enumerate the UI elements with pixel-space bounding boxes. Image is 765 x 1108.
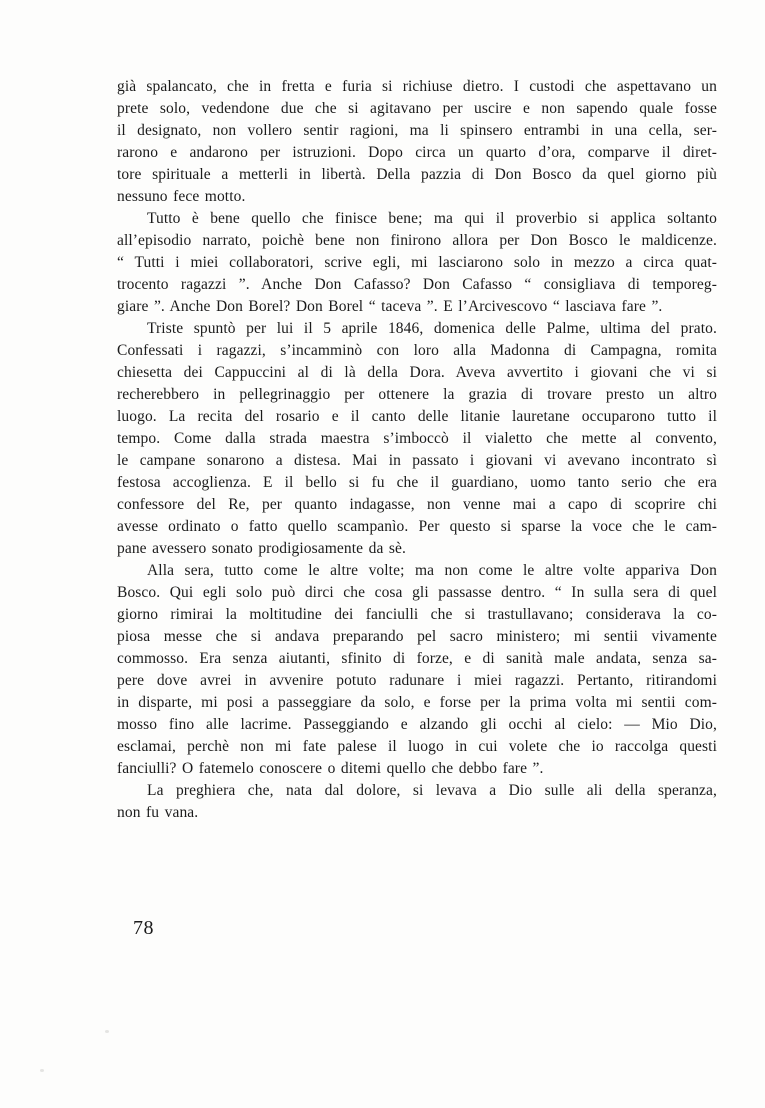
paragraph [117, 76, 717, 208]
text-line: confessore del Re, per quanto indagasse, non venne mai a capo di scoprire chi [117, 496, 717, 513]
text-line: avesse ordinato o fatto quello scampanìo. Per questo si sparse la voce che le cam- [117, 518, 717, 535]
page-number: 78 [133, 917, 154, 939]
text-line: all’episodio narrato, poichè bene non finirono allora per Don Bosco le maldicenze. [117, 232, 717, 249]
text-line: festosa accoglienza. E il bello si fu che il guardiano, uomo tanto serio che era [117, 474, 717, 491]
text-line: già spalancato, che in fretta e furia si richiuse dietro. I custodi che aspettavano un [117, 78, 717, 95]
text-line: “ Tutti i miei collaboratori, scrive egli, mi lasciarono solo in mezzo a circa quat- [117, 254, 717, 271]
text-line: commosso. Era senza aiutanti, sfinito di forze, e di sanità male andata, senza sa- [117, 650, 717, 667]
text-line: rarono e andarono per istruzioni. Dopo circa un quarto d’ora, comparve il diret- [117, 144, 717, 161]
text-line: Triste spuntò per lui il 5 aprile 1846, domenica delle Palme, ultima del prato. [147, 320, 717, 337]
text-block [117, 76, 717, 824]
text-line: fanciulli? O fatemelo conoscere o ditemi quello che debbo fare ”. [117, 760, 544, 777]
text-line: pane avessero sonato prodigiosamente da sè. [117, 540, 406, 557]
paragraph [117, 318, 717, 560]
text-line: Bosco. Qui egli solo può dirci che cosa gli passasse dentro. “ In sulla sera di quel [117, 584, 717, 601]
text-line: giorno rimirai la moltitudine dei fanciulli che si trastullavano; considerava la co- [117, 606, 717, 623]
paragraph [117, 560, 717, 780]
paragraph [117, 208, 717, 318]
text-line: pere dove avrei in avvenire potuto radunare i miei ragazzi. Pertanto, ritirandomi [117, 672, 717, 689]
text-line: esclamai, perchè non mi fate palese il luogo in cui volete che io raccolga questi [117, 738, 717, 755]
scan-speck [40, 1069, 44, 1072]
text-line: le campane sonarono a distesa. Mai in passato i giovani vi avevano incontrato sì [117, 452, 717, 469]
text-line: nessuno fece motto. [117, 188, 246, 205]
text-line: recherebbero in pellegrinaggio per ottenere la grazia di trovare presto un altro [117, 386, 717, 403]
text-line: trocento ragazzi ”. Anche Don Cafasso? Don Cafasso “ consigliava di temporeg- [117, 276, 717, 293]
text-line: in disparte, mi posi a passeggiare da solo, e forse per la prima volta mi sentii com- [117, 694, 717, 711]
text-line: chiesetta dei Cappuccini al di là della Dora. Aveva avvertito i giovani che vi si [117, 364, 717, 381]
text-line: Confessati i ragazzi, s’incamminò con loro alla Madonna di Campagna, romita [117, 342, 717, 359]
text-line: Alla sera, tutto come le altre volte; ma non come le altre volte appariva Don [147, 562, 717, 579]
text-line: non fu vana. [117, 804, 199, 821]
paragraph [117, 780, 717, 824]
text-line: tempo. Come dalla strada maestra s’imboccò il vialetto che mette al convento, [117, 430, 717, 447]
text-line: piosa messe che si andava preparando pel sacro ministero; mi sentii vivamente [117, 628, 717, 645]
text-line: prete solo, vedendone due che si agitavano per uscire e non sapendo quale fosse [117, 100, 717, 117]
text-line: giare ”. Anche Don Borel? Don Borel “ taceva ”. E l’Arcivescovo “ lasciava fare ”. [117, 298, 663, 315]
text-line: Tutto è bene quello che finisce bene; ma qui il proverbio si applica soltanto [147, 210, 717, 227]
scan-speck [105, 1030, 109, 1033]
text-line: il designato, non vollero sentir ragioni, ma li spinsero entrambi in una cella, ser- [117, 122, 717, 139]
text-line: mosso fino alle lacrime. Passeggiando e alzando gli occhi al cielo: — Mio Dio, [117, 716, 717, 733]
text-line: tore spirituale a metterli in libertà. Della pazzia di Don Bosco da quel giorno più [117, 166, 717, 183]
text-line: luogo. La recita del rosario e il canto delle litanie lauretane occuparono tutto il [117, 408, 717, 425]
text-line: La preghiera che, nata dal dolore, si levava a Dio sulle ali della speranza, [147, 782, 717, 799]
